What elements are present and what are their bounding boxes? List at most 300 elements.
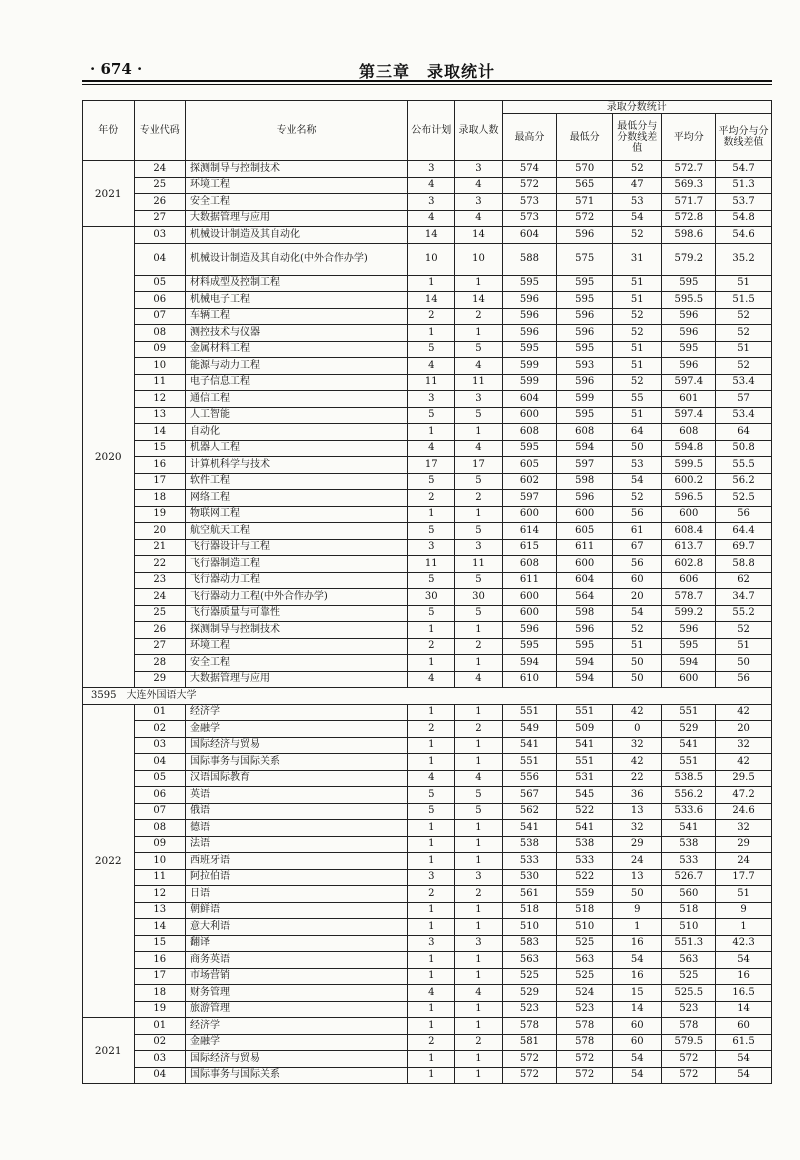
avg-diff-cell: 32 <box>716 737 772 754</box>
avg-diff-cell: 54.8 <box>716 210 772 227</box>
name-cell: 德语 <box>186 820 408 837</box>
name-cell: 金融学 <box>186 721 408 738</box>
min-cell: 600 <box>557 506 613 523</box>
min-diff-cell: 31 <box>613 243 662 275</box>
name-cell: 财务管理 <box>186 985 408 1002</box>
admitted-cell: 1 <box>455 1001 502 1018</box>
min-cell: 551 <box>557 704 613 721</box>
code-cell: 05 <box>134 770 186 787</box>
plan-cell: 17 <box>408 457 455 474</box>
admitted-cell: 1 <box>455 704 502 721</box>
plan-cell: 4 <box>408 440 455 457</box>
code-cell: 27 <box>134 210 186 227</box>
admission-table <box>82 100 772 1084</box>
plan-cell: 4 <box>408 770 455 787</box>
plan-cell: 10 <box>408 243 455 275</box>
code-cell: 12 <box>134 886 186 903</box>
name-cell: 旅游管理 <box>186 1001 408 1018</box>
code-cell: 03 <box>134 1051 186 1068</box>
min-diff-cell: 52 <box>613 490 662 507</box>
code-cell: 17 <box>134 473 186 490</box>
admitted-cell: 4 <box>455 440 502 457</box>
max-cell: 611 <box>502 572 557 589</box>
admitted-cell: 2 <box>455 1034 502 1051</box>
avg-diff-cell: 29 <box>716 836 772 853</box>
max-cell: 551 <box>502 704 557 721</box>
avg-cell: 523 <box>662 1001 716 1018</box>
min-cell: 541 <box>557 820 613 837</box>
max-cell: 595 <box>502 638 557 655</box>
code-cell: 24 <box>134 161 186 178</box>
table-row <box>83 308 772 325</box>
avg-diff-cell: 56.2 <box>716 473 772 490</box>
avg-cell: 602.8 <box>662 556 716 573</box>
plan-cell: 4 <box>408 177 455 194</box>
table-row <box>83 490 772 507</box>
avg-diff-cell: 56 <box>716 506 772 523</box>
avg-cell: 518 <box>662 902 716 919</box>
avg-diff-cell: 64.4 <box>716 523 772 540</box>
col-admitted: 录取人数 <box>455 101 502 161</box>
code-cell: 20 <box>134 523 186 540</box>
table-row <box>83 853 772 870</box>
code-cell: 02 <box>134 1034 186 1051</box>
min-cell: 572 <box>557 1067 613 1084</box>
max-cell: 523 <box>502 1001 557 1018</box>
min-cell: 572 <box>557 1051 613 1068</box>
min-diff-cell: 32 <box>613 820 662 837</box>
avg-cell: 556.2 <box>662 787 716 804</box>
name-cell: 软件工程 <box>186 473 408 490</box>
admitted-cell: 5 <box>455 523 502 540</box>
name-cell: 环境工程 <box>186 177 408 194</box>
max-cell: 525 <box>502 968 557 985</box>
avg-diff-cell: 24.6 <box>716 803 772 820</box>
header-rule <box>82 80 772 82</box>
min-diff-cell: 61 <box>613 523 662 540</box>
admitted-cell: 4 <box>455 177 502 194</box>
min-cell: 595 <box>557 275 613 292</box>
table-row <box>83 210 772 227</box>
admitted-cell: 1 <box>455 902 502 919</box>
avg-cell: 560 <box>662 886 716 903</box>
min-diff-cell: 50 <box>613 671 662 688</box>
plan-cell: 5 <box>408 473 455 490</box>
avg-diff-cell: 53.7 <box>716 194 772 211</box>
code-cell: 08 <box>134 820 186 837</box>
plan-cell: 1 <box>408 754 455 771</box>
code-cell: 26 <box>134 194 186 211</box>
avg-cell: 551 <box>662 704 716 721</box>
col-max: 最高分 <box>502 114 557 161</box>
code-cell: 04 <box>134 243 186 275</box>
max-cell: 578 <box>502 1018 557 1035</box>
max-cell: 594 <box>502 655 557 672</box>
code-cell: 19 <box>134 1001 186 1018</box>
admitted-cell: 3 <box>455 391 502 408</box>
admitted-cell: 3 <box>455 194 502 211</box>
min-diff-cell: 29 <box>613 836 662 853</box>
admitted-cell: 1 <box>455 655 502 672</box>
avg-diff-cell: 42 <box>716 754 772 771</box>
table-row <box>83 655 772 672</box>
avg-diff-cell: 17.7 <box>716 869 772 886</box>
page-header <box>82 58 772 80</box>
table-row <box>83 836 772 853</box>
avg-diff-cell: 56 <box>716 671 772 688</box>
admitted-cell: 3 <box>455 869 502 886</box>
col-year: 年份 <box>83 101 135 161</box>
admitted-cell: 2 <box>455 886 502 903</box>
min-diff-cell: 51 <box>613 638 662 655</box>
min-diff-cell: 54 <box>613 473 662 490</box>
plan-cell: 5 <box>408 523 455 540</box>
plan-cell: 1 <box>408 902 455 919</box>
min-cell: 575 <box>557 243 613 275</box>
plan-cell: 4 <box>408 210 455 227</box>
name-cell: 机器人工程 <box>186 440 408 457</box>
table-row <box>83 457 772 474</box>
min-diff-cell: 56 <box>613 556 662 573</box>
avg-diff-cell: 35.2 <box>716 243 772 275</box>
min-cell: 594 <box>557 440 613 457</box>
avg-cell: 596 <box>662 308 716 325</box>
name-cell: 大数据管理与应用 <box>186 671 408 688</box>
code-cell: 13 <box>134 902 186 919</box>
name-cell: 安全工程 <box>186 194 408 211</box>
avg-diff-cell: 14 <box>716 1001 772 1018</box>
plan-cell: 14 <box>408 227 455 244</box>
plan-cell: 1 <box>408 275 455 292</box>
max-cell: 596 <box>502 292 557 309</box>
admitted-cell: 5 <box>455 605 502 622</box>
col-avg-diff: 平均分与分数线差值 <box>716 114 772 161</box>
avg-diff-cell: 51 <box>716 275 772 292</box>
admitted-cell: 5 <box>455 803 502 820</box>
max-cell: 600 <box>502 605 557 622</box>
max-cell: 600 <box>502 589 557 606</box>
max-cell: 574 <box>502 161 557 178</box>
table-row <box>83 803 772 820</box>
plan-cell: 1 <box>408 968 455 985</box>
min-diff-cell: 67 <box>613 539 662 556</box>
plan-cell: 1 <box>408 919 455 936</box>
name-cell: 计算机科学与技术 <box>186 457 408 474</box>
table-row <box>83 869 772 886</box>
max-cell: 562 <box>502 803 557 820</box>
avg-diff-cell: 51 <box>716 638 772 655</box>
code-cell: 03 <box>134 227 186 244</box>
plan-cell: 2 <box>408 308 455 325</box>
plan-cell: 3 <box>408 935 455 952</box>
code-cell: 13 <box>134 407 186 424</box>
table-row <box>83 391 772 408</box>
table-row <box>83 506 772 523</box>
avg-diff-cell: 54 <box>716 952 772 969</box>
max-cell: 551 <box>502 754 557 771</box>
university-label: 3595 大连外国语大学 <box>83 688 772 705</box>
table-row <box>83 968 772 985</box>
plan-cell: 4 <box>408 358 455 375</box>
min-diff-cell: 54 <box>613 605 662 622</box>
plan-cell: 2 <box>408 490 455 507</box>
table-row <box>83 820 772 837</box>
code-cell: 25 <box>134 605 186 622</box>
avg-cell: 601 <box>662 391 716 408</box>
name-cell: 物联网工程 <box>186 506 408 523</box>
min-cell: 564 <box>557 589 613 606</box>
max-cell: 596 <box>502 308 557 325</box>
admitted-cell: 1 <box>455 853 502 870</box>
admitted-cell: 30 <box>455 589 502 606</box>
admitted-cell: 1 <box>455 820 502 837</box>
code-cell: 15 <box>134 935 186 952</box>
max-cell: 573 <box>502 194 557 211</box>
avg-diff-cell: 55.2 <box>716 605 772 622</box>
table-row <box>83 292 772 309</box>
col-code: 专业代码 <box>134 101 186 161</box>
plan-cell: 4 <box>408 985 455 1002</box>
min-cell: 522 <box>557 803 613 820</box>
name-cell: 国际经济与贸易 <box>186 1051 408 1068</box>
name-cell: 通信工程 <box>186 391 408 408</box>
code-cell: 01 <box>134 1018 186 1035</box>
min-diff-cell: 54 <box>613 1067 662 1084</box>
min-cell: 604 <box>557 572 613 589</box>
admitted-cell: 4 <box>455 671 502 688</box>
code-cell: 06 <box>134 292 186 309</box>
min-diff-cell: 51 <box>613 407 662 424</box>
admitted-cell: 5 <box>455 407 502 424</box>
year-cell: 2020 <box>83 227 135 688</box>
avg-cell: 595 <box>662 341 716 358</box>
code-cell: 11 <box>134 374 186 391</box>
avg-diff-cell: 51.5 <box>716 292 772 309</box>
avg-diff-cell: 52 <box>716 308 772 325</box>
max-cell: 615 <box>502 539 557 556</box>
code-cell: 01 <box>134 704 186 721</box>
avg-cell: 599.5 <box>662 457 716 474</box>
avg-diff-cell: 54 <box>716 1051 772 1068</box>
min-diff-cell: 51 <box>613 292 662 309</box>
min-cell: 538 <box>557 836 613 853</box>
avg-diff-cell: 53.4 <box>716 374 772 391</box>
avg-diff-cell: 16.5 <box>716 985 772 1002</box>
name-cell: 安全工程 <box>186 655 408 672</box>
min-diff-cell: 53 <box>613 194 662 211</box>
max-cell: 595 <box>502 440 557 457</box>
avg-cell: 551.3 <box>662 935 716 952</box>
avg-cell: 529 <box>662 721 716 738</box>
plan-cell: 1 <box>408 1018 455 1035</box>
min-cell: 541 <box>557 737 613 754</box>
code-cell: 18 <box>134 985 186 1002</box>
admitted-cell: 1 <box>455 952 502 969</box>
min-cell: 524 <box>557 985 613 1002</box>
min-cell: 593 <box>557 358 613 375</box>
min-diff-cell: 51 <box>613 358 662 375</box>
min-cell: 596 <box>557 490 613 507</box>
avg-diff-cell: 69.7 <box>716 539 772 556</box>
name-cell: 英语 <box>186 787 408 804</box>
name-cell: 飞行器质量与可靠性 <box>186 605 408 622</box>
table-row <box>83 737 772 754</box>
plan-cell: 5 <box>408 787 455 804</box>
name-cell: 车辆工程 <box>186 308 408 325</box>
max-cell: 599 <box>502 374 557 391</box>
min-cell: 531 <box>557 770 613 787</box>
min-diff-cell: 53 <box>613 457 662 474</box>
plan-cell: 2 <box>408 886 455 903</box>
max-cell: 572 <box>502 177 557 194</box>
max-cell: 608 <box>502 424 557 441</box>
min-cell: 594 <box>557 671 613 688</box>
avg-cell: 596 <box>662 622 716 639</box>
avg-diff-cell: 52 <box>716 358 772 375</box>
name-cell: 探测制导与控制技术 <box>186 161 408 178</box>
avg-diff-cell: 24 <box>716 853 772 870</box>
admitted-cell: 17 <box>455 457 502 474</box>
avg-cell: 510 <box>662 919 716 936</box>
code-cell: 08 <box>134 325 186 342</box>
max-cell: 549 <box>502 721 557 738</box>
max-cell: 583 <box>502 935 557 952</box>
avg-cell: 595 <box>662 275 716 292</box>
avg-diff-cell: 58.8 <box>716 556 772 573</box>
max-cell: 596 <box>502 622 557 639</box>
name-cell: 国际经济与贸易 <box>186 737 408 754</box>
code-cell: 17 <box>134 968 186 985</box>
min-cell: 570 <box>557 161 613 178</box>
name-cell: 自动化 <box>186 424 408 441</box>
header-rule-thin <box>82 84 772 85</box>
table-row <box>83 358 772 375</box>
col-name: 专业名称 <box>186 101 408 161</box>
name-cell: 阿拉伯语 <box>186 869 408 886</box>
admitted-cell: 11 <box>455 374 502 391</box>
avg-cell: 596.5 <box>662 490 716 507</box>
min-diff-cell: 47 <box>613 177 662 194</box>
plan-cell: 1 <box>408 424 455 441</box>
avg-diff-cell: 51 <box>716 886 772 903</box>
avg-cell: 571.7 <box>662 194 716 211</box>
avg-cell: 600 <box>662 506 716 523</box>
avg-cell: 541 <box>662 737 716 754</box>
max-cell: 599 <box>502 358 557 375</box>
min-cell: 563 <box>557 952 613 969</box>
university-row <box>83 688 772 705</box>
max-cell: 529 <box>502 985 557 1002</box>
admitted-cell: 1 <box>455 506 502 523</box>
avg-cell: 598.6 <box>662 227 716 244</box>
avg-diff-cell: 57 <box>716 391 772 408</box>
table-row <box>83 325 772 342</box>
admitted-cell: 1 <box>455 622 502 639</box>
min-diff-cell: 60 <box>613 1018 662 1035</box>
min-diff-cell: 51 <box>613 275 662 292</box>
min-cell: 596 <box>557 227 613 244</box>
code-cell: 09 <box>134 836 186 853</box>
admitted-cell: 1 <box>455 275 502 292</box>
year-cell: 2021 <box>83 1018 135 1084</box>
max-cell: 614 <box>502 523 557 540</box>
table-row <box>83 194 772 211</box>
min-diff-cell: 50 <box>613 440 662 457</box>
min-diff-cell: 42 <box>613 704 662 721</box>
max-cell: 581 <box>502 1034 557 1051</box>
max-cell: 600 <box>502 407 557 424</box>
max-cell: 588 <box>502 243 557 275</box>
plan-cell: 1 <box>408 622 455 639</box>
table-row <box>83 787 772 804</box>
max-cell: 610 <box>502 671 557 688</box>
table-row <box>83 177 772 194</box>
table-row <box>83 902 772 919</box>
code-cell: 16 <box>134 457 186 474</box>
admitted-cell: 1 <box>455 1067 502 1084</box>
code-cell: 29 <box>134 671 186 688</box>
plan-cell: 1 <box>408 1051 455 1068</box>
name-cell: 机械设计制造及其自动化 <box>186 227 408 244</box>
min-cell: 598 <box>557 473 613 490</box>
avg-cell: 578 <box>662 1018 716 1035</box>
avg-diff-cell: 61.5 <box>716 1034 772 1051</box>
min-cell: 572 <box>557 210 613 227</box>
plan-cell: 2 <box>408 721 455 738</box>
name-cell: 翻译 <box>186 935 408 952</box>
table-row <box>83 770 772 787</box>
name-cell: 金融学 <box>186 1034 408 1051</box>
code-cell: 06 <box>134 787 186 804</box>
table-row <box>83 721 772 738</box>
plan-cell: 1 <box>408 853 455 870</box>
name-cell: 飞行器设计与工程 <box>186 539 408 556</box>
admitted-cell: 3 <box>455 935 502 952</box>
min-cell: 595 <box>557 407 613 424</box>
name-cell: 网络工程 <box>186 490 408 507</box>
name-cell: 飞行器动力工程(中外合作办学) <box>186 589 408 606</box>
table-row <box>83 374 772 391</box>
name-cell: 意大利语 <box>186 919 408 936</box>
min-cell: 596 <box>557 622 613 639</box>
max-cell: 538 <box>502 836 557 853</box>
code-cell: 14 <box>134 919 186 936</box>
table-row <box>83 886 772 903</box>
avg-cell: 569.3 <box>662 177 716 194</box>
admitted-cell: 2 <box>455 721 502 738</box>
table-row <box>83 754 772 771</box>
table-row <box>83 638 772 655</box>
avg-diff-cell: 52.5 <box>716 490 772 507</box>
plan-cell: 5 <box>408 407 455 424</box>
table-row <box>83 275 772 292</box>
year-cell: 2021 <box>83 161 135 227</box>
name-cell: 大数据管理与应用 <box>186 210 408 227</box>
avg-cell: 525 <box>662 968 716 985</box>
code-cell: 28 <box>134 655 186 672</box>
code-cell: 09 <box>134 341 186 358</box>
max-cell: 595 <box>502 275 557 292</box>
max-cell: 600 <box>502 506 557 523</box>
min-diff-cell: 15 <box>613 985 662 1002</box>
avg-cell: 525.5 <box>662 985 716 1002</box>
min-diff-cell: 42 <box>613 754 662 771</box>
max-cell: 608 <box>502 556 557 573</box>
code-cell: 21 <box>134 539 186 556</box>
plan-cell: 5 <box>408 803 455 820</box>
min-diff-cell: 52 <box>613 308 662 325</box>
admitted-cell: 1 <box>455 1051 502 1068</box>
